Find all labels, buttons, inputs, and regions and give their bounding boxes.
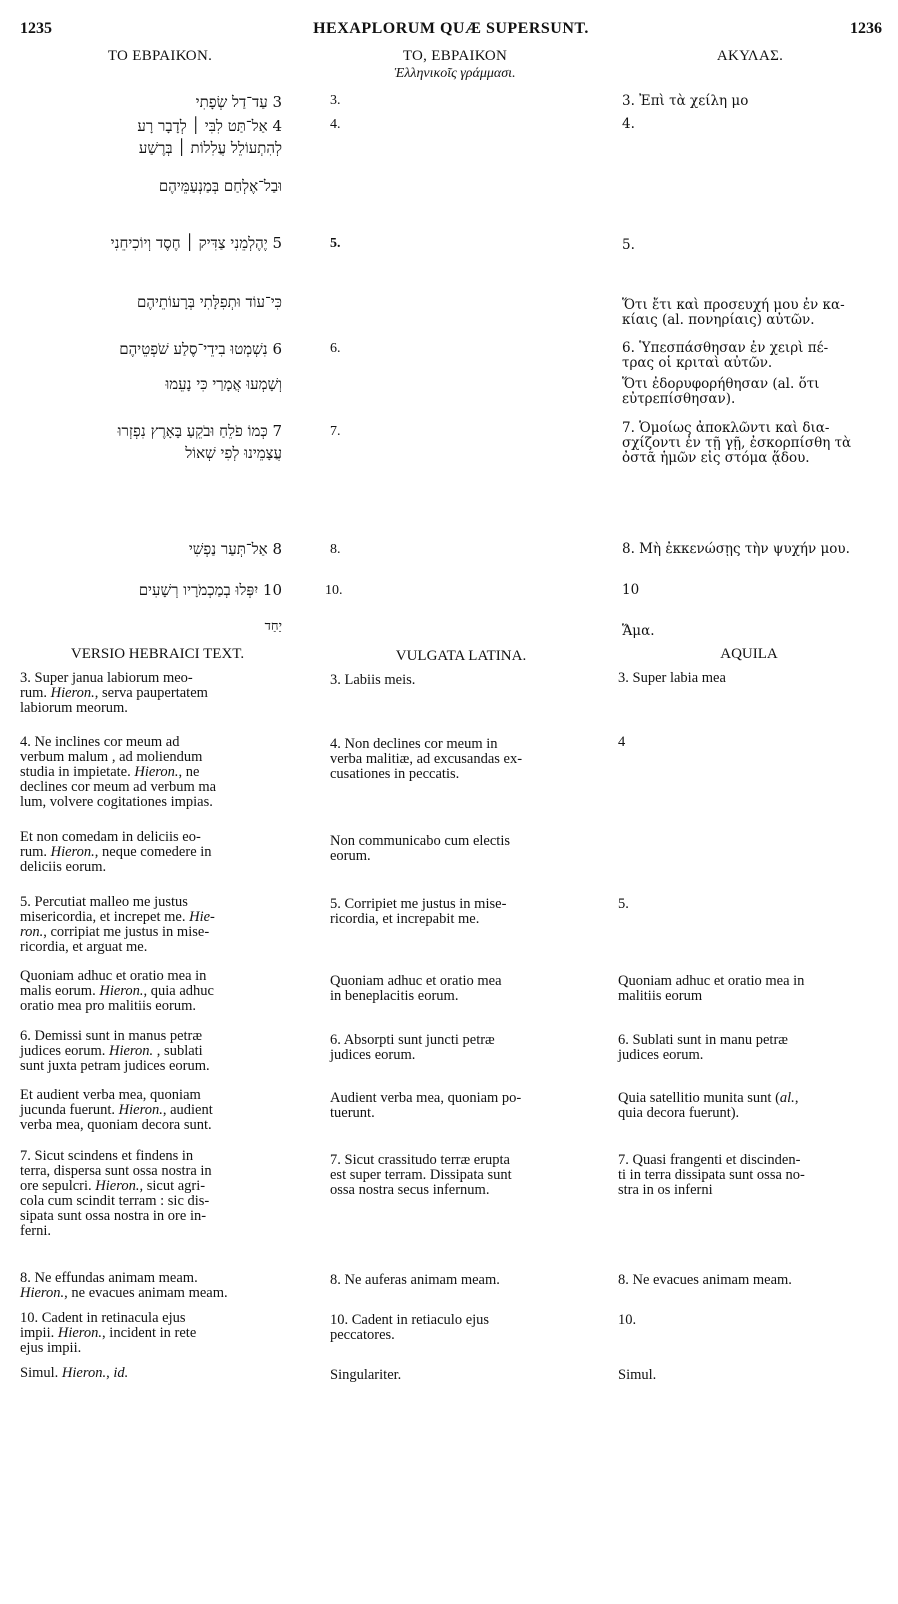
- text-line: 8. Ne evacues animam meam.: [618, 1272, 792, 1288]
- text-line: 10.: [618, 1312, 637, 1328]
- greek-line: 7. Ὁμοίως ἀποκλῶντι καὶ δια-: [622, 420, 830, 436]
- text-line: in beneplacitis eorum.: [330, 988, 459, 1004]
- verse-number: 3.: [330, 93, 341, 108]
- text-fragment: judices eorum.: [20, 1043, 109, 1059]
- text-line: [20, 1044, 295, 1059]
- aquila-latin-heading: AQUILA: [720, 646, 778, 662]
- greek-verse: [622, 117, 884, 132]
- hieron-label: Hieron.: [134, 764, 179, 780]
- hieron-label: Hieron.: [57, 1325, 103, 1341]
- text-line: [20, 845, 295, 860]
- aquila-latin-verse: [618, 897, 880, 912]
- text-line: [20, 1179, 295, 1194]
- versio-hebraici-verse: [20, 969, 295, 1014]
- text-line: ferni.: [20, 1223, 51, 1239]
- text-line: 5. Percutiat malleo me justus: [20, 894, 188, 910]
- text-line: ossa nostra secus infernum.: [330, 1182, 490, 1198]
- text-line: verbum malum , ad moliendum: [20, 749, 203, 765]
- text-fragment: , sublati: [153, 1043, 203, 1059]
- text-line: 7. Quasi frangenti et discinden-: [618, 1152, 801, 1168]
- text-line: peccatores.: [330, 1327, 395, 1343]
- hebrew-line: 3 עַד־דַל שְׂפָתִי: [195, 93, 282, 111]
- text-line: 10. Cadent in retiaculo ejus: [330, 1312, 490, 1328]
- greek-verse: [622, 341, 884, 371]
- vulgata-verse: [330, 673, 592, 688]
- text-line: Simul.: [618, 1367, 657, 1383]
- hieron-label: Hieron.: [99, 983, 144, 999]
- versio-hebraici-verse: [20, 1029, 295, 1074]
- greek-line: Ὅτι ἔτι καὶ προσευχή μου ἐν κα-: [622, 297, 845, 313]
- text-line: [20, 1366, 295, 1381]
- transliteration-title: ΤΟ, ΕΒΡΑΙΚΟΝ: [402, 48, 508, 64]
- text-fragment: ,: [106, 1365, 114, 1381]
- vulgata-verse: [330, 974, 592, 1004]
- verse-number: 6.: [330, 341, 341, 356]
- text-line: [20, 1286, 295, 1301]
- hieron-label: Hie-: [189, 909, 215, 925]
- text-fragment: , corripiat me justus in mise-: [43, 924, 210, 940]
- text-line: cusationes in peccatis.: [330, 766, 460, 782]
- text-line: 5. Corripiet me justus in mise-: [330, 896, 507, 912]
- verse-number: 4.: [330, 117, 341, 132]
- transliteration-column-heading: [330, 48, 580, 82]
- text-line: cola cum scindit terram : sic dis-: [20, 1193, 210, 1209]
- text-line: tuerunt.: [330, 1105, 375, 1121]
- vulgata-verse: [330, 1368, 592, 1383]
- versio-hebraici-verse: [20, 1366, 295, 1381]
- text-line: ricordia, et arguat me.: [20, 939, 148, 955]
- page-number-left: 1235: [20, 20, 52, 37]
- text-line: 4. Non declines cor meum in: [330, 736, 498, 752]
- text-line: lum, volvere cogitationes impias.: [20, 794, 213, 810]
- text-line: ti in terra dissipata sunt ossa no-: [618, 1167, 805, 1183]
- versio-hebraici-verse: [20, 671, 295, 716]
- greek-line: ὀστᾶ ἡμῶν εἰς στόμα ᾅδου.: [622, 450, 810, 466]
- verse-number: 10.: [325, 583, 343, 598]
- hebrew-line: 6 נִשְׁמְטוּ בִידֵי־סֶלַע שֹׁפְטֵיהֶם: [119, 340, 282, 358]
- text-fragment: ,: [794, 1090, 799, 1106]
- text-line: [20, 984, 295, 999]
- greek-verse: [622, 583, 884, 598]
- greek-verse: [622, 542, 884, 557]
- hebrew-verse: [20, 291, 282, 313]
- hieron-label: Hieron.: [109, 1043, 154, 1059]
- versio-hebraici-verse: [20, 1149, 295, 1239]
- versio-hebraici-verse: [20, 1271, 295, 1301]
- text-fragment: Quia satellitio munita sunt (: [618, 1090, 780, 1106]
- text-line: deliciis eorum.: [20, 859, 107, 875]
- text-line: sipata sunt ossa nostra in ore in-: [20, 1208, 207, 1224]
- greek-line: 6. Ὑπεσπάσθησαν ἐν χειρὶ πέ-: [622, 340, 829, 356]
- hebrew-line: וְשָׁמְעוּ אֲמָרַי כִּי נָעֵמוּ: [165, 375, 282, 393]
- hebrew-line: 10 יִפְּלוּ בְמַכְמֹרָיו רְשָׁעִים: [138, 581, 282, 599]
- text-line: stra in os inferni: [618, 1182, 713, 1198]
- aquila-greek-column-heading: ΑΚΥΛΑΣ.: [716, 48, 784, 64]
- hebrew-verse: [20, 338, 282, 360]
- versio-hebraici-verse: [20, 1311, 295, 1356]
- vulgata-verse: [330, 1153, 592, 1198]
- hebrew-verse: [20, 373, 282, 395]
- greek-line: σχίζοντι ἐν τῇ γῇ, ἐσκορπίσθη τὰ: [622, 435, 852, 451]
- vulgata-verse: [330, 737, 592, 782]
- text-line: Et audient verba mea, quoniam: [20, 1087, 201, 1103]
- text-fragment: studia in impietate.: [20, 764, 135, 780]
- text-line: [20, 925, 295, 940]
- hieron-label: Hieron.: [50, 844, 95, 860]
- versio-hebraici-verse: [20, 895, 295, 955]
- versio-hebraici-heading: VERSIO HEBRAICI TEXT.: [70, 646, 245, 662]
- text-line: quia decora fuerunt).: [618, 1105, 740, 1121]
- hebrew-line: 7 כְּמוֹ פֹלֵחַ וּבֹקֵעַ בָּאָרֶץ נִפְזְרוּ: [117, 422, 282, 440]
- hebrew-verse: [20, 91, 282, 113]
- text-fragment: , ne evacues animam meam.: [64, 1285, 228, 1301]
- text-line: [20, 1103, 295, 1118]
- text-line: 7. Sicut scindens et findens in: [20, 1148, 194, 1164]
- greek-line: 4.: [622, 116, 635, 132]
- hebrew-line: 4 אַל־תַּט לִבִּי ׀ לְדָבָר רָע: [137, 117, 282, 135]
- idem-label: id.: [113, 1365, 129, 1381]
- aquila-latin-verse: [618, 1313, 880, 1328]
- aquila-latin-verse: [618, 1273, 880, 1288]
- hebrew-line: לְהִתְעוֹלֵל עֲלִלוֹת ׀ בְּרֶשַׁע: [138, 139, 282, 157]
- vulgata-verse: [330, 834, 592, 864]
- text-line: 8. Ne effundas animam meam.: [20, 1270, 198, 1286]
- hebrew-verse: [20, 232, 282, 254]
- greek-line: Ἅμα.: [622, 623, 655, 639]
- text-fragment: , incident in rete: [102, 1325, 197, 1341]
- text-line: 10. Cadent in retinacula ejus: [20, 1310, 186, 1326]
- text-line: ejus impii.: [20, 1340, 82, 1356]
- transliteration-subtitle: Ἑλληνικοῖς γράμμασι.: [394, 66, 516, 81]
- greek-line: τρας οἱ κριταὶ αὐτῶν.: [622, 355, 773, 371]
- versio-hebraici-verse: [20, 1088, 295, 1133]
- vulgata-latina-heading: VULGATA LATINA.: [395, 648, 527, 664]
- versio-hebraici-verse: [20, 830, 295, 875]
- text-line: 4: [618, 734, 626, 750]
- greek-verse: [622, 94, 884, 109]
- text-line: 8. Ne auferas animam meam.: [330, 1272, 500, 1288]
- text-fragment: malis eorum.: [20, 983, 100, 999]
- text-line: labiorum meorum.: [20, 700, 128, 716]
- greek-line: 5.: [622, 237, 635, 253]
- hieron-label: Hieron.: [118, 1102, 163, 1118]
- text-line: Singulariter.: [330, 1367, 402, 1383]
- text-line: Quoniam adhuc et oratio mea: [330, 973, 502, 989]
- page-header: [20, 20, 882, 40]
- text-line: judices eorum.: [330, 1047, 416, 1063]
- greek-line: 3. Ἐπὶ τὰ χείλη μο: [622, 93, 749, 109]
- aquila-latin-verse: [618, 1153, 880, 1198]
- hebrew-line: 5 יֶהֶלְמֵנִי צַדִּיק ׀ חֶסֶד וְיוֹכִיחֵנִי: [110, 234, 282, 252]
- text-line: 6. Absorpti sunt juncti petræ: [330, 1032, 495, 1048]
- text-fragment: , serva paupertatem: [94, 685, 208, 701]
- greek-line: εὐτρεπίσθησαν).: [622, 391, 736, 407]
- text-line: [20, 910, 295, 925]
- vulgata-verse: [330, 1273, 592, 1288]
- text-line: 4. Ne inclines cor meum ad: [20, 734, 180, 750]
- hieron-label: Hieron.: [61, 1365, 107, 1381]
- aquila-latin-verse: [618, 974, 880, 1004]
- greek-verse: [622, 421, 884, 466]
- text-line: Quoniam adhuc et oratio mea in: [618, 973, 805, 989]
- greek-verse: [622, 624, 884, 639]
- text-line: Quoniam adhuc et oratio mea in: [20, 968, 207, 984]
- aquila-latin-verse: [618, 1368, 880, 1383]
- vulgata-verse: [330, 1091, 592, 1121]
- hieron-label: ron.: [20, 924, 44, 940]
- text-line: 5.: [618, 896, 629, 912]
- verse-number: 7.: [330, 424, 341, 439]
- hebrew-verse: [20, 420, 282, 464]
- text-fragment: misericordia, et increpet me.: [20, 909, 190, 925]
- text-fragment: ore sepulcri.: [20, 1178, 96, 1194]
- hieron-label: Hieron.: [50, 685, 95, 701]
- aquila-latin-verse: [618, 735, 880, 750]
- text-line: Non communicabo cum electis: [330, 833, 510, 849]
- hebrew-line: יַחַד: [264, 619, 282, 634]
- text-line: judices eorum.: [618, 1047, 704, 1063]
- text-fragment: Simul.: [20, 1365, 62, 1381]
- hebrew-line: כִּי־עוֹד וּתְפִלָּתִי בְּרָעוֹתֵיהֶם: [136, 293, 282, 311]
- hebrew-verse: [20, 579, 282, 601]
- versio-hebraici-verse: [20, 735, 295, 810]
- text-fragment: rum.: [20, 844, 51, 860]
- greek-verse: [622, 377, 884, 407]
- text-line: 6. Demissi sunt in manus petræ: [20, 1028, 203, 1044]
- text-fragment: , quia adhuc: [143, 983, 214, 999]
- hebrew-verse: [20, 538, 282, 560]
- text-line: ricordia, et increpabit me.: [330, 911, 480, 927]
- text-line: verba mea, quoniam decora sunt.: [20, 1117, 212, 1133]
- text-fragment: , sicut agri-: [139, 1178, 206, 1194]
- text-line: terra, dispersa sunt ossa nostra in: [20, 1163, 212, 1179]
- text-line: 3. Labiis meis.: [330, 672, 416, 688]
- hebrew-column-heading: ΤΟ ΕΒΡΑΙΚΟΝ.: [107, 48, 213, 64]
- aquila-latin-verse: [618, 1033, 880, 1063]
- text-line: declines cor meum ad verbum ma: [20, 779, 217, 795]
- text-line: Audient verba mea, quoniam po-: [330, 1090, 522, 1106]
- text-line: 6. Sublati sunt in manu petræ: [618, 1032, 788, 1048]
- text-line: eorum.: [330, 848, 371, 864]
- greek-verse: [622, 298, 884, 328]
- text-fragment: jucunda fuerunt.: [20, 1102, 119, 1118]
- aquila-latin-verse: [618, 671, 880, 686]
- text-line: 7. Sicut crassitudo terræ erupta: [330, 1152, 510, 1168]
- running-title: HEXAPLORUM QUÆ SUPERSUNT.: [313, 20, 589, 37]
- text-fragment: , neque comedere in: [94, 844, 212, 860]
- text-line: verba malitiæ, ad excusandas ex-: [330, 751, 523, 767]
- greek-line: 8. Μὴ ἐκκενώσῃς τὴν ψυχήν μου.: [622, 541, 850, 557]
- text-line: 3. Super janua labiorum meo-: [20, 670, 193, 686]
- aquila-latin-verse: [618, 1091, 880, 1121]
- greek-line: κίαις (al. πονηρίαις) αὐτῶν.: [622, 312, 815, 328]
- text-line: [20, 765, 295, 780]
- text-line: malitiis eorum: [618, 988, 703, 1004]
- hebrew-line: עֲצָמֵינוּ לְפִי שְׁאוֹל: [185, 444, 282, 462]
- text-fragment: , audient: [162, 1102, 213, 1118]
- hebrew-line: 8 אַל־תְּעַר נַפְשִׁי: [188, 540, 282, 558]
- page-number-right: 1236: [850, 20, 882, 37]
- vulgata-verse: [330, 897, 592, 927]
- hebrew-verse: [20, 115, 282, 159]
- text-line: est super terram. Dissipata sunt: [330, 1167, 512, 1183]
- text-line: oratio mea pro malitiis eorum.: [20, 998, 196, 1014]
- hebrew-verse: [20, 175, 282, 197]
- hebrew-line: וּבַל־אֶלְחַם בְּמַנְעַמֵּיהֶם: [158, 177, 282, 195]
- vulgata-verse: [330, 1033, 592, 1063]
- hebrew-verse: [20, 616, 282, 638]
- greek-line: 10: [622, 582, 640, 598]
- text-fragment: impii.: [20, 1325, 58, 1341]
- hieron-label: Hieron.: [95, 1178, 140, 1194]
- hieron-label: Hieron.: [20, 1285, 65, 1301]
- text-line: Et non comedam in deliciis eo-: [20, 829, 201, 845]
- text-fragment: , ne: [178, 764, 200, 780]
- text-line: [20, 1326, 295, 1341]
- verse-number: 8.: [330, 542, 341, 557]
- text-line: 3. Super labia mea: [618, 670, 726, 686]
- text-line: [618, 1091, 880, 1106]
- text-fragment: rum.: [20, 685, 51, 701]
- vulgata-verse: [330, 1313, 592, 1343]
- verse-number: 5.: [330, 236, 341, 251]
- greek-verse: [622, 238, 884, 253]
- text-line: sunt juxta petram judices eorum.: [20, 1058, 210, 1074]
- greek-line: Ὅτι ἐδορυφορήθησαν (al. ὅτι: [622, 376, 820, 392]
- alias-label: al.: [779, 1090, 795, 1106]
- text-line: [20, 686, 295, 701]
